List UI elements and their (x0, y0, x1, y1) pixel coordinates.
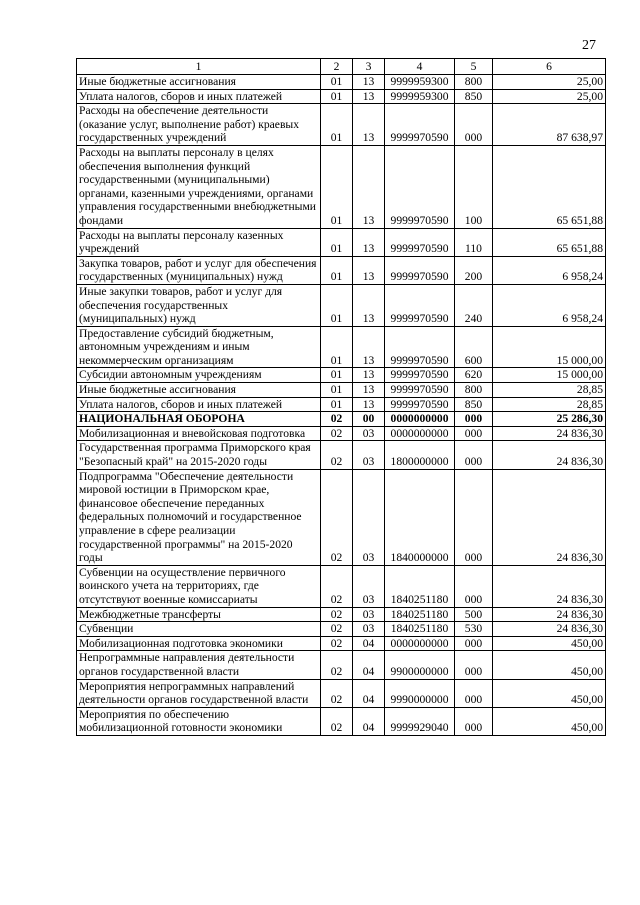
expense-type-cell: 200 (455, 256, 493, 284)
target-article-cell: 9999959300 (385, 75, 455, 90)
row-name-cell: Иные бюджетные ассигнования (77, 75, 321, 90)
target-article-cell: 9999970590 (385, 145, 455, 228)
subsection-code-cell: 03 (353, 441, 385, 469)
subsection-code-cell: 13 (353, 75, 385, 90)
section-code-cell: 01 (321, 104, 353, 146)
subsection-code-cell: 13 (353, 145, 385, 228)
expense-type-cell: 620 (455, 368, 493, 383)
target-article-cell: 0000000000 (385, 426, 455, 441)
row-name-cell: НАЦИОНАЛЬНАЯ ОБОРОНА (77, 412, 321, 427)
section-code-cell: 01 (321, 145, 353, 228)
table-row (77, 397, 606, 412)
row-name-cell: Непрограммные направления деятельности органов государственной власти (77, 651, 321, 679)
section-code-cell: 02 (321, 636, 353, 651)
table-row (77, 104, 606, 146)
expense-type-cell: 240 (455, 284, 493, 326)
expense-type-cell: 000 (455, 441, 493, 469)
table-row (77, 469, 606, 565)
expense-type-cell: 100 (455, 145, 493, 228)
target-article-cell: 9999970590 (385, 104, 455, 146)
expense-type-cell: 000 (455, 104, 493, 146)
target-article-cell: 9990000000 (385, 679, 455, 707)
amount-cell: 25,00 (493, 75, 606, 90)
section-code-cell: 01 (321, 89, 353, 104)
target-article-cell: 9900000000 (385, 651, 455, 679)
subsection-code-cell: 03 (353, 565, 385, 607)
row-name-cell: Субсидии автономным учреждениям (77, 368, 321, 383)
section-code-cell: 01 (321, 368, 353, 383)
subsection-code-cell: 03 (353, 426, 385, 441)
section-code-cell: 02 (321, 565, 353, 607)
amount-cell: 87 638,97 (493, 104, 606, 146)
subsection-code-cell: 04 (353, 651, 385, 679)
table-row (77, 228, 606, 256)
row-name-cell: Мобилизационная и вневойсковая подготовка (77, 426, 321, 441)
column-header: 3 (353, 59, 385, 75)
subsection-code-cell: 13 (353, 89, 385, 104)
page-number: 27 (582, 38, 596, 53)
subsection-code-cell: 03 (353, 607, 385, 622)
amount-cell: 24 836,30 (493, 441, 606, 469)
subsection-code-cell: 13 (353, 383, 385, 398)
subsection-code-cell: 13 (353, 256, 385, 284)
amount-cell: 24 836,30 (493, 622, 606, 637)
section-code-cell: 02 (321, 707, 353, 735)
subsection-code-cell: 13 (353, 397, 385, 412)
target-article-cell: 9999959300 (385, 89, 455, 104)
column-header: 4 (385, 59, 455, 75)
expense-type-cell: 850 (455, 89, 493, 104)
section-code-cell: 02 (321, 441, 353, 469)
table-row (77, 75, 606, 90)
table-row (77, 441, 606, 469)
row-name-cell: Расходы на выплаты персоналу в целях обеспечения выполнения функций государственными (муниципальными) органами, казенными учреждениями, органами управления государственными внебюджетными фондами (77, 145, 321, 228)
row-name-cell: Уплата налогов, сборов и иных платежей (77, 89, 321, 104)
table-row (77, 89, 606, 104)
table-row (77, 679, 606, 707)
amount-cell: 15 000,00 (493, 326, 606, 368)
row-name-cell: Государственная программа Приморского края "Безопасный край" на 2015-2020 годы (77, 441, 321, 469)
subsection-code-cell: 04 (353, 707, 385, 735)
table-row (77, 256, 606, 284)
row-name-cell: Предоставление субсидий бюджетным, автономным учреждениям и иным некоммерческим организациям (77, 326, 321, 368)
row-name-cell: Иные закупки товаров, работ и услуг для обеспечения государственных (муниципальных) нужд (77, 284, 321, 326)
row-name-cell: Мероприятия по обеспечению мобилизационной готовности экономики (77, 707, 321, 735)
target-article-cell: 9999970590 (385, 326, 455, 368)
section-code-cell: 01 (321, 383, 353, 398)
amount-cell: 25,00 (493, 89, 606, 104)
table-row (77, 622, 606, 637)
expense-type-cell: 000 (455, 412, 493, 427)
table-row (77, 368, 606, 383)
expense-type-cell: 000 (455, 651, 493, 679)
amount-cell: 65 651,88 (493, 228, 606, 256)
subsection-code-cell: 03 (353, 622, 385, 637)
row-name-cell: Иные бюджетные ассигнования (77, 383, 321, 398)
table-row (77, 607, 606, 622)
row-name-cell: Мероприятия непрограммных направлений деятельности органов государственной власти (77, 679, 321, 707)
section-code-cell: 01 (321, 256, 353, 284)
target-article-cell: 1840000000 (385, 469, 455, 565)
target-article-cell: 9999970590 (385, 284, 455, 326)
target-article-cell: 9999970590 (385, 256, 455, 284)
section-code-cell: 01 (321, 284, 353, 326)
expense-type-cell: 800 (455, 383, 493, 398)
target-article-cell: 9999970590 (385, 368, 455, 383)
amount-cell: 24 836,30 (493, 565, 606, 607)
subsection-code-cell: 03 (353, 469, 385, 565)
expense-type-cell: 000 (455, 426, 493, 441)
expense-type-cell: 000 (455, 469, 493, 565)
amount-cell: 24 836,30 (493, 607, 606, 622)
table-row (77, 412, 606, 427)
subsection-code-cell: 13 (353, 284, 385, 326)
subsection-code-cell: 04 (353, 636, 385, 651)
amount-cell: 6 958,24 (493, 256, 606, 284)
target-article-cell: 1840251180 (385, 565, 455, 607)
target-article-cell: 1840251180 (385, 607, 455, 622)
amount-cell: 450,00 (493, 651, 606, 679)
amount-cell: 25 286,30 (493, 412, 606, 427)
amount-cell: 24 836,30 (493, 426, 606, 441)
subsection-code-cell: 00 (353, 412, 385, 427)
subsection-code-cell: 13 (353, 326, 385, 368)
amount-cell: 450,00 (493, 707, 606, 735)
table-row (77, 383, 606, 398)
table-row (77, 565, 606, 607)
row-name-cell: Подпрограмма "Обеспечение деятельности мировой юстиции в Приморском крае, финансовое обеспечение переданных федеральных полномочий и государственное управление в сфере реализации государственной программы" на 2015-2020 годы (77, 469, 321, 565)
expense-type-cell: 500 (455, 607, 493, 622)
column-header: 5 (455, 59, 493, 75)
section-code-cell: 02 (321, 651, 353, 679)
table-row (77, 426, 606, 441)
expense-type-cell: 000 (455, 679, 493, 707)
amount-cell: 6 958,24 (493, 284, 606, 326)
table-header-row (77, 59, 606, 75)
amount-cell: 28,85 (493, 397, 606, 412)
expense-type-cell: 000 (455, 707, 493, 735)
table-row (77, 326, 606, 368)
target-article-cell: 9999970590 (385, 397, 455, 412)
row-name-cell: Межбюджетные трансферты (77, 607, 321, 622)
section-code-cell: 02 (321, 469, 353, 565)
row-name-cell: Субвенции (77, 622, 321, 637)
section-code-cell: 01 (321, 326, 353, 368)
row-name-cell: Закупка товаров, работ и услуг для обеспечения государственных (муниципальных) нужд (77, 256, 321, 284)
section-code-cell: 01 (321, 228, 353, 256)
expense-type-cell: 600 (455, 326, 493, 368)
target-article-cell: 9999970590 (385, 383, 455, 398)
amount-cell: 450,00 (493, 679, 606, 707)
subsection-code-cell: 04 (353, 679, 385, 707)
expense-type-cell: 000 (455, 565, 493, 607)
column-header: 6 (493, 59, 606, 75)
section-code-cell: 02 (321, 426, 353, 441)
table-row (77, 284, 606, 326)
amount-cell: 65 651,88 (493, 145, 606, 228)
table-row (77, 145, 606, 228)
amount-cell: 28,85 (493, 383, 606, 398)
amount-cell: 450,00 (493, 636, 606, 651)
amount-cell: 24 836,30 (493, 469, 606, 565)
subsection-code-cell: 13 (353, 104, 385, 146)
column-header: 2 (321, 59, 353, 75)
budget-table (76, 58, 606, 736)
expense-type-cell: 530 (455, 622, 493, 637)
row-name-cell: Уплата налогов, сборов и иных платежей (77, 397, 321, 412)
target-article-cell: 9999970590 (385, 228, 455, 256)
row-name-cell: Расходы на обеспечение деятельности (оказание услуг, выполнение работ) краевых государственных учреждений (77, 104, 321, 146)
section-code-cell: 02 (321, 622, 353, 637)
target-article-cell: 1800000000 (385, 441, 455, 469)
table-row (77, 636, 606, 651)
expense-type-cell: 850 (455, 397, 493, 412)
amount-cell: 15 000,00 (493, 368, 606, 383)
table-row (77, 651, 606, 679)
section-code-cell: 01 (321, 75, 353, 90)
expense-type-cell: 800 (455, 75, 493, 90)
column-header: 1 (77, 59, 321, 75)
row-name-cell: Мобилизационная подготовка экономики (77, 636, 321, 651)
row-name-cell: Субвенции на осуществление первичного воинского учета на территориях, где отсутствуют военные комиссариаты (77, 565, 321, 607)
target-article-cell: 1840251180 (385, 622, 455, 637)
target-article-cell: 9999929040 (385, 707, 455, 735)
target-article-cell: 0000000000 (385, 636, 455, 651)
table-row (77, 707, 606, 735)
section-code-cell: 02 (321, 607, 353, 622)
section-code-cell: 02 (321, 679, 353, 707)
subsection-code-cell: 13 (353, 368, 385, 383)
target-article-cell: 0000000000 (385, 412, 455, 427)
section-code-cell: 01 (321, 397, 353, 412)
subsection-code-cell: 13 (353, 228, 385, 256)
row-name-cell: Расходы на выплаты персоналу казенных учреждений (77, 228, 321, 256)
expense-type-cell: 110 (455, 228, 493, 256)
expense-type-cell: 000 (455, 636, 493, 651)
section-code-cell: 02 (321, 412, 353, 427)
